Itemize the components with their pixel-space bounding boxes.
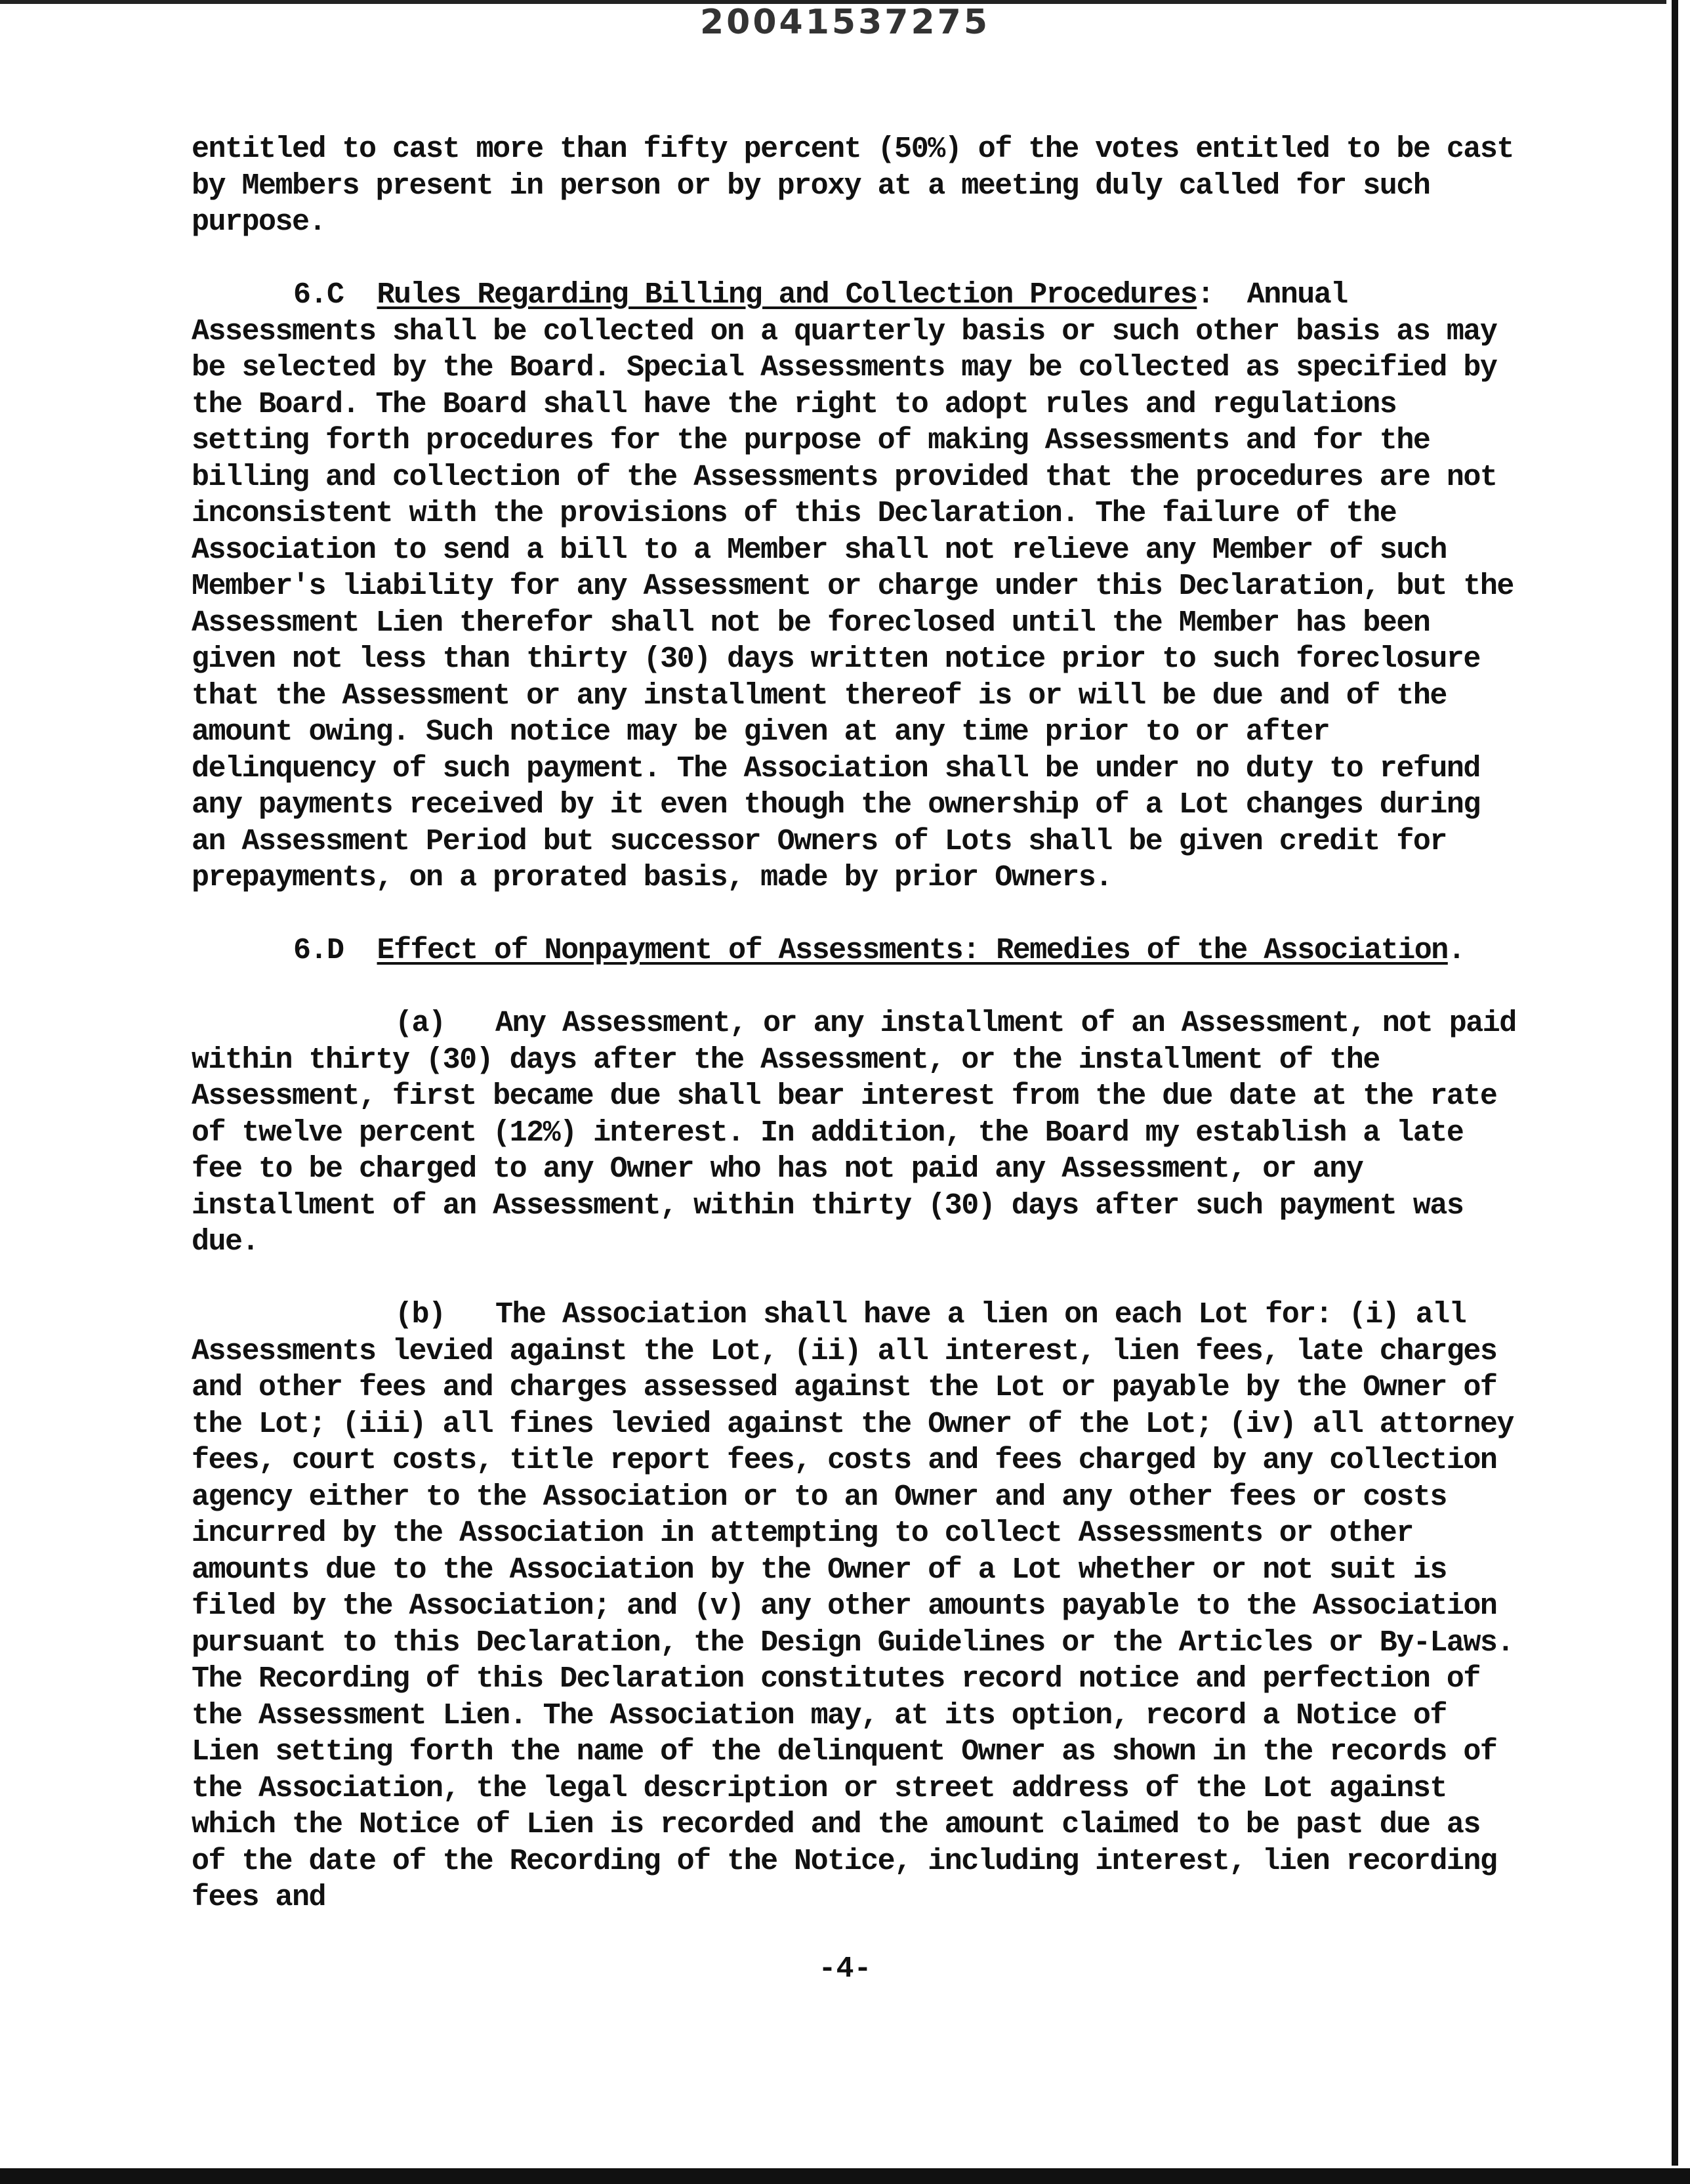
subsection-b-label: (b) [395,1298,445,1332]
subsection-b [192,1297,1517,1916]
scan-right-edge-line [1672,0,1678,2166]
section-6d [192,933,1517,969]
document-body [192,131,1517,1952]
section-6c-heading: Rules Regarding Billing and Collection Procedures [377,278,1197,312]
section-6d-heading: Effect of Nonpayment of Assessments: Remedies of the Association [377,934,1448,967]
page-number: -4- [818,1952,872,1986]
scan-bottom-edge-line [0,2168,1690,2184]
subsection-a-body: Any Assessment, or any installment of an Assessment, not paid within thirty (30) days after the Assessment, or the installment of the Assessment, first became due shall bear interest from the due date at the rate of twelve percent (12%) interest. In addition, the Board my establish a late fee to be charged to any Owner who has not paid any Assessment, or any installment of an Assessment, within thirty (30) days after such payment was due. [192,1007,1516,1259]
section-6c-separator: : [1197,278,1214,312]
subsection-a-label: (a) [395,1007,445,1040]
section-6c-number: 6.C [293,278,344,312]
section-6c-body: Annual Assessments shall be collected on a quarterly basis or such other basis as may be selected by the Board. Special Assessments may be collected as specified by the Board. The Board shall have the right to adopt rules and regulations setting forth procedures for the purpose of making Assessments and for the billing and collection of the Assessments provided that the procedures are not inconsistent with the provisions of this Declaration. The failure of the Association to send a bill to a Member shall not relieve any Member of such Member's liability for any Assessment or charge under this Declaration, but the Assessment Lien therefor shall not be foreclosed until the Member has been given not less than thirty (30) days written notice prior to such foreclosure that the Assessment or any installment thereof is or will be due and of the amount owing. Such notice may be given at any time prior to or after delinquency of such payment. The Association shall be under no duty to refund any payments received by it even though the ownership of a Lot changes during an Assessment Period but successor Owners of Lots shall be given credit for prepayments, on a prorated basis, made by prior Owners. [192,278,1514,894]
subsection-b-body: The Association shall have a lien on each Lot for: (i) all Assessments levied against the Lot, (ii) all interest, lien fees, late charges and other fees and charges assessed against the Lot or payable by the Owner of the Lot; (iii) all fines levied against the Owner of the Lot; (iv) all attorney fees, court costs, title report fees, costs and fees charged by any collection agency either to the Association or to an Owner and any other fees or costs incurred by the Association in attempting to collect Assessments or other amounts due to the Association by the Owner of a Lot whether or not suit is filed by the Association; and (v) any other amounts payable to the Association pursuant to this Declaration, the Design Guidelines or the Articles or By-Laws. The Recording of this Declaration constitutes record notice and perfection of the Assessment Lien. The Association may, at its option, record a Notice of Lien setting forth the name of the delinquent Owner as shown in the records of the Association, the legal description or street address of the Lot against which the Notice of Lien is recorded and the amount claimed to be past due as of the date of the Recording of the Notice, including interest, lien recording fees and [192,1298,1514,1914]
paragraph-continuation: entitled to cast more than fifty percent (50%) of the votes entitled to be cast by Members present in person or by proxy at a meeting duly called for such purpose. [192,133,1514,239]
subsection-a [192,1005,1517,1261]
section-6c [192,277,1517,896]
section-6d-separator: . [1447,934,1465,967]
document-number: 20041537275 [700,3,990,42]
section-6d-number: 6.D [293,934,344,967]
